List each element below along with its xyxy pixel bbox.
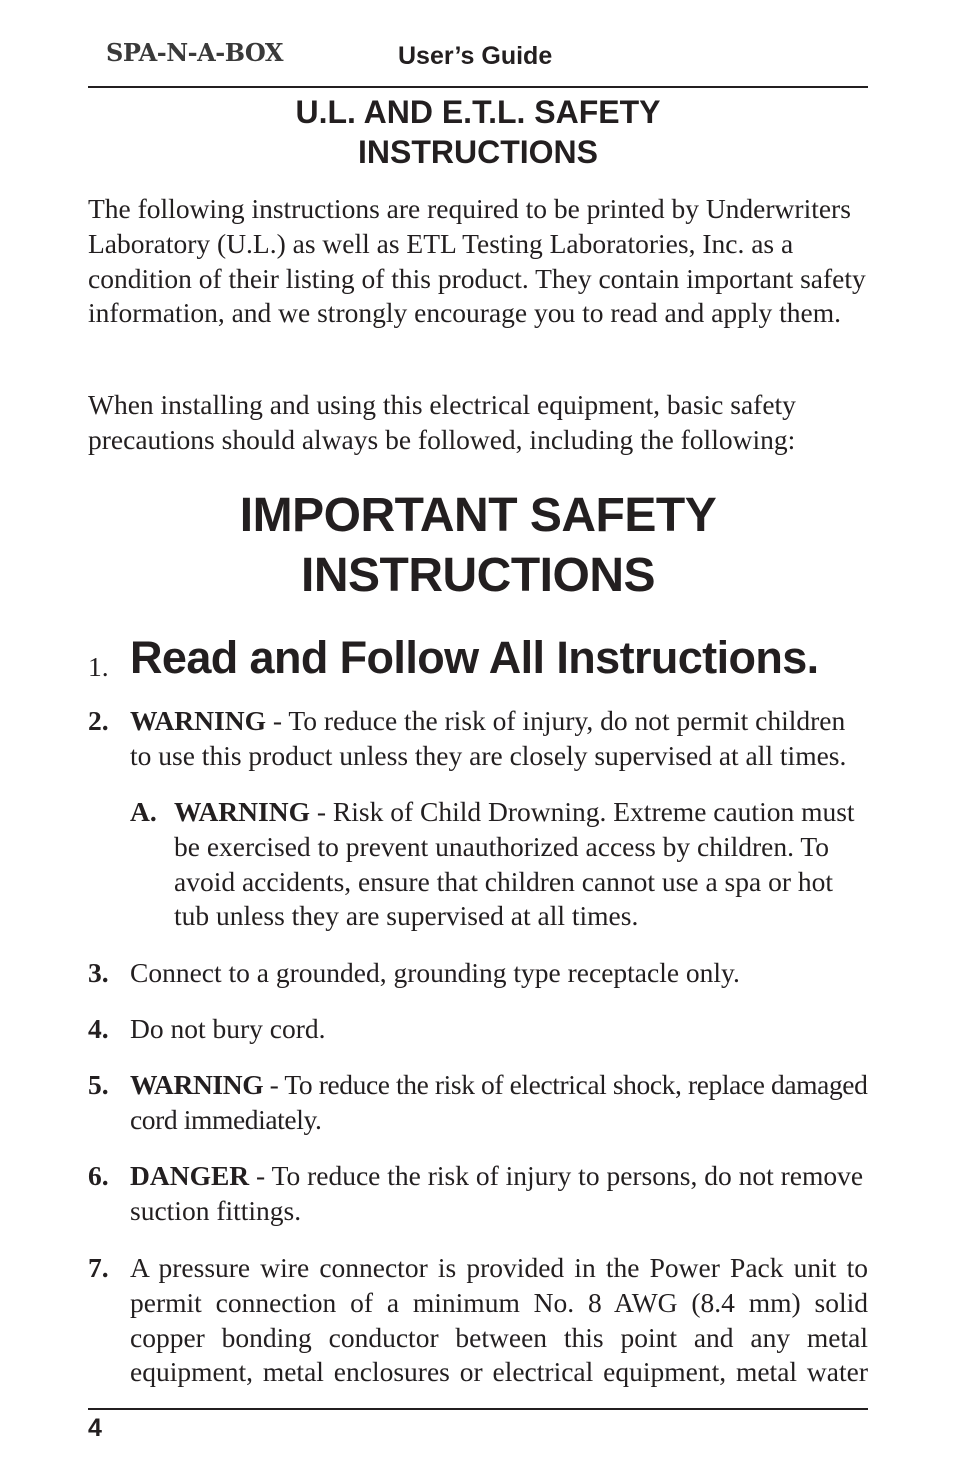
section-title — [88, 92, 868, 172]
warning-label: WARNING — [130, 705, 266, 736]
warning-label: WARNING — [130, 1069, 264, 1100]
important-title — [88, 486, 868, 606]
item-number: A. — [130, 796, 157, 827]
item-text: - Risk of Child Drowning. Extreme caution must be exercised to prevent unauthorized access by children. To avoid accidents, ensure that children cannot use a spa or hot tub unless they are supervised at all times. — [174, 796, 855, 932]
page-footer — [88, 1408, 868, 1442]
item-body — [130, 704, 868, 774]
item-text: Do not bury cord. — [130, 1013, 326, 1044]
item-text: Connect to a grounded, grounding type receptacle only. — [130, 957, 740, 988]
item-number: 1. — [88, 651, 109, 682]
item-number: 6. — [88, 1160, 109, 1191]
page-header — [88, 34, 868, 88]
item-number: 5. — [88, 1069, 109, 1100]
intro-paragraph-2: When installing and using this electrical equipment, basic safety precautions should always be followed, including the following: — [88, 389, 796, 455]
guide-title: User’s Guide — [398, 42, 553, 70]
item-body — [130, 1159, 868, 1229]
section-title-line2: INSTRUCTIONS — [358, 134, 598, 170]
manual-page — [88, 0, 868, 1475]
item-body — [174, 795, 868, 934]
item-text: - To reduce the risk of injury to persons, do not remove suction fittings. — [130, 1160, 864, 1226]
danger-label: DANGER — [130, 1160, 250, 1191]
item-text: Read and Follow All Instructions. — [130, 632, 819, 683]
page-number: 4 — [88, 1414, 102, 1442]
brand-logo: SPA-N-A-BOX — [106, 38, 284, 67]
item-text: - To reduce the risk of electrical shock, replace damaged cord immediately. — [130, 1069, 868, 1135]
item-number: 2. — [88, 705, 109, 736]
important-title-line2: INSTRUCTIONS — [301, 549, 655, 602]
warning-label: WARNING — [174, 796, 310, 827]
item-number: 3. — [88, 957, 109, 988]
item-body — [130, 1068, 868, 1138]
item-text: - To reduce the risk of injury, do not permit children to use this product unless they are closely supervised at all times. — [130, 705, 847, 771]
item-number: 4. — [88, 1013, 109, 1044]
item-number: 7. — [88, 1252, 109, 1283]
important-title-line1: IMPORTANT SAFETY — [239, 489, 717, 542]
intro-paragraph-1: The following instructions are required to be printed by Underwriters Laboratory (U.L.) as well as ETL Testing Laboratories, Inc. as a condition of their listing of this product. They contain important safety information, and we strongly encourage you to read and apply them. — [88, 193, 866, 329]
section-title-line1: U.L. AND E.T.L. SAFETY — [295, 94, 661, 130]
item-text: A pressure wire connector is provided in the Power Pack unit to permit connection of a minimum No. 8 AWG (8.4 mm) solid copper bonding conductor between this point and any metal equipment, metal enclosures or electrical equipment, metal water — [130, 1252, 868, 1388]
